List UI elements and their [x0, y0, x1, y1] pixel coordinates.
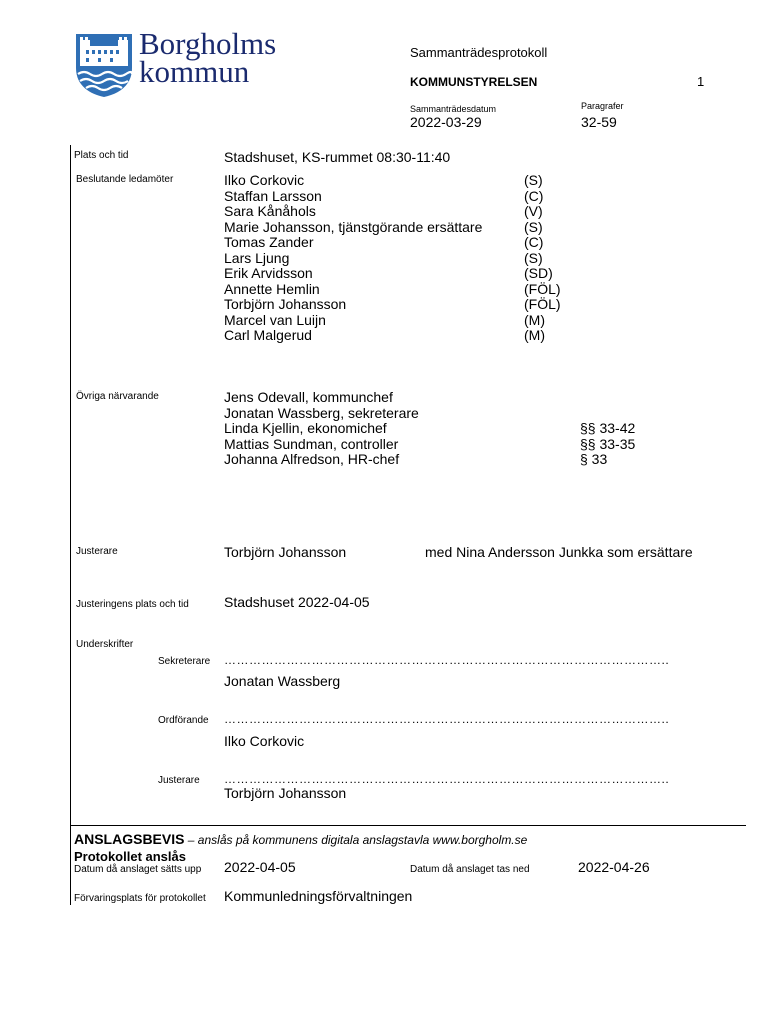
left-margin-rule [70, 145, 71, 905]
adjuster-label: Justerare [76, 546, 118, 557]
paragraphs-label: Paragrafer [581, 101, 624, 111]
attendee-note [580, 390, 635, 406]
member-party: (V) [524, 203, 543, 219]
member-party: (SD) [524, 265, 553, 281]
signature-line: …………………………………………………………………………………………….. [224, 772, 670, 786]
attendee-name: Johanna Alfredson, HR-chef [224, 451, 400, 467]
attendee-note: §§ 33-42 [580, 420, 636, 436]
signature-line: …………………………………………………………………………………………….. [224, 653, 670, 667]
member-party: (S) [524, 218, 543, 235]
others-notes [580, 390, 635, 468]
member-name: Lars Ljung [224, 249, 290, 266]
posted-value: 2022-04-05 [224, 859, 296, 875]
removed-label: Datum då anslaget tas ned [410, 864, 530, 875]
attendee-note [580, 406, 635, 422]
place-value: Stadshuset, KS-rummet 08:30-11:40 [224, 149, 451, 165]
others-names [224, 390, 419, 468]
member-name: Carl Malgerud [224, 327, 312, 343]
member-party: (C) [524, 234, 544, 250]
borgholm-castle-crest-icon [74, 32, 134, 98]
member-name: Ilko Corkovic [224, 172, 305, 188]
adjust-place-label: Justeringens plats och tid [76, 599, 189, 610]
member-party: (C) [524, 187, 544, 204]
member-name: Marcel van Luijn [224, 311, 326, 328]
date-value: 2022-03-29 [410, 114, 482, 130]
posted-label: Datum då anslaget sätts upp [74, 864, 202, 875]
logo-line2: kommun [139, 54, 250, 89]
attendee-name: Jonatan Wassberg, sekreterare [224, 404, 419, 421]
logo-line1: Borgholms [139, 26, 277, 61]
attendee-name: Linda Kjellin, ekonomichef [224, 420, 387, 436]
attendee-note: §§ 33-35 [580, 435, 636, 452]
signature-name: Torbjörn Johansson [224, 785, 347, 801]
committee-title: KOMMUNSTYRELSEN [410, 75, 538, 89]
signature-line: …………………………………………………………………………………………….. [224, 712, 670, 726]
signature-role: Sekreterare [158, 656, 211, 667]
signature-name: Ilko Corkovic [224, 733, 305, 749]
attendee-note: § 33 [580, 451, 608, 467]
place-label: Plats och tid [74, 150, 129, 161]
others-label: Övriga närvarande [76, 391, 159, 402]
member-name: Annette Hemlin [224, 280, 320, 297]
member-name: Torbjörn Johansson [224, 296, 347, 312]
member-name: Sara Kånåhols [224, 203, 316, 219]
member-party: (S) [524, 249, 543, 266]
member-party: (S) [524, 172, 543, 188]
notice-divider [70, 825, 746, 826]
member-party: (M) [524, 311, 545, 328]
adjuster-note: med Nina Andersson Junkka som ersättare [425, 544, 693, 560]
adjuster-name: Torbjörn Johansson [224, 544, 347, 560]
member-name: Tomas Zander [224, 234, 314, 250]
posted-heading: Protokollet anslås [74, 849, 186, 864]
page-number: 1 [697, 74, 705, 89]
signature-role: Justerare [158, 775, 200, 786]
member-name: Erik Arvidsson [224, 265, 313, 281]
signatures-label: Underskrifter [76, 639, 134, 650]
notice-subtitle: – anslås på kommunens digitala anslagstavla www.borgholm.se [184, 833, 528, 847]
storage-label: Förvaringsplats för protokollet [74, 893, 206, 904]
member-name: Marie Johansson, tjänstgörande ersättare [224, 218, 483, 235]
attendee-name: Mattias Sundman, controller [224, 435, 399, 452]
storage-value: Kommunledningsförvaltningen [224, 888, 413, 904]
date-label: Sammanträdesdatum [410, 104, 497, 114]
removed-value: 2022-04-26 [578, 859, 650, 875]
adjust-place-value: Stadshuset 2022-04-05 [224, 594, 370, 610]
attendee-name: Jens Odevall, kommunchef [224, 389, 393, 405]
member-party: (FÖL) [524, 280, 561, 297]
members-names [224, 173, 482, 344]
members-label: Beslutande ledamöter [76, 174, 174, 185]
notice-title: ANSLAGSBEVIS [74, 831, 185, 847]
members-parties [524, 173, 561, 344]
member-party: (FÖL) [524, 296, 561, 312]
signature-role: Ordförande [158, 715, 209, 726]
member-name: Staffan Larsson [224, 187, 322, 204]
signature-name: Jonatan Wassberg [224, 673, 341, 689]
paragraphs-value: 32-59 [581, 114, 617, 130]
doc-type: Sammanträdesprotokoll [410, 45, 548, 60]
member-party: (M) [524, 327, 545, 343]
notice-heading [74, 831, 527, 849]
